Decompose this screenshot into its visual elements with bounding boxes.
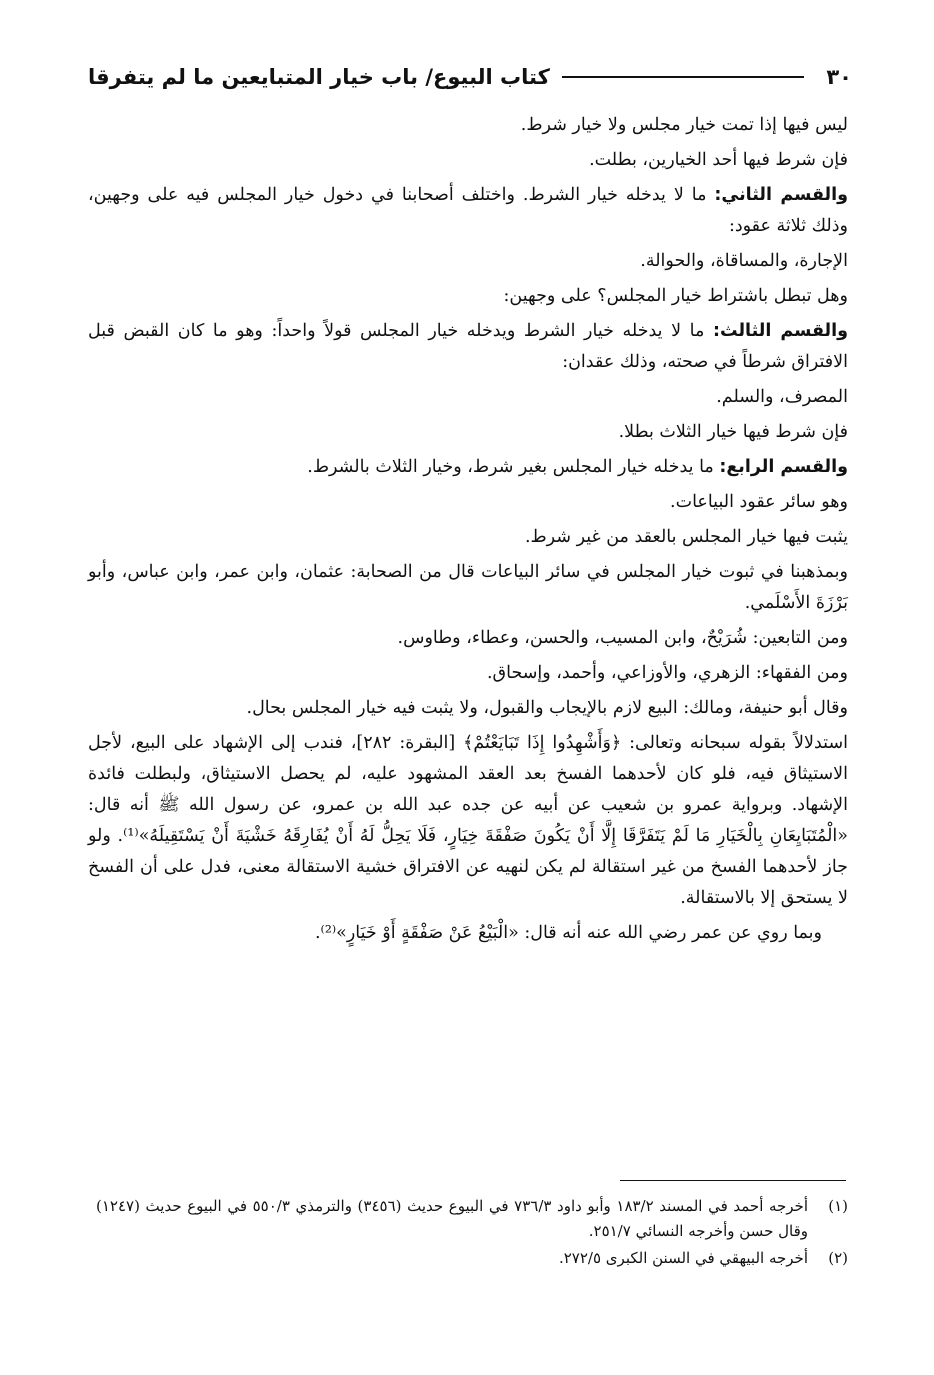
running-title: كتاب البيوع/ باب خيار المتبايعين ما لم يتفرقا [88,65,550,89]
paragraph: المصرف، والسلم. [716,387,848,407]
footnote-text: أخرجه أحمد في المسند ١٨٣/٢ وأبو داود ٧٣٦/٣ في البيوع حديث (٣٤٥٦) والترمذي ٥٥٠/٣ في البيوع حديث (١٢٤٧) وقال حسن وأخرجه النسائي ٢٥١/٧. [96,1197,808,1240]
paragraph: الإجارة، والمساقاة، والحوالة. [640,251,848,271]
header-rule [562,76,805,78]
paragraph: وقال أبو حنيفة، ومالك: البيع لازم بالإيجاب والقبول، ولا يثبت فيه خيار المجلس بحال. [246,698,848,718]
page-number: ٣٠ [826,65,852,89]
paragraph: والقسم الثالث: ما لا يدخله خيار الشرط ويدخله خيار المجلس قولاً واحداً: وهو ما كان القبض قبل الافتراق شرطاً في صحته، وذلك عقدان: [88,321,849,372]
footnote-number: (٢) [828,1249,848,1267]
paragraph: ومن التابعين: شُرَيْحٌ، وابن المسيب، والحسن، وعطاء، وطاوس. [397,628,848,648]
footnote-text: أخرجه البيهقي في السنن الكبرى ٢٧٢/٥. [558,1249,808,1267]
paragraph: يثبت فيها خيار المجلس بالعقد من غير شرط. [524,527,848,547]
footnote-separator [620,1180,846,1181]
paragraph: ليس فيها إذا تمت خيار مجلس ولا خيار شرط. [520,115,848,135]
footnote [96,1246,848,1271]
main-text [88,108,848,951]
footnote-number: (١) [828,1197,848,1215]
footnotes [96,1192,848,1273]
paragraph: استدلالاً بقوله سبحانه وتعالى: ﴿وَأَشْهِدُوا إِذَا تَبَايَعْتُمْ﴾ [البقرة: ٢٨٢]، فندب إلى الإشهاد على البيع، لأجل الاستيثاق فيه، فلو كان لأحدهما الفسخ بعد العقد المشهود عليه، لم يحصل الاستيثاق، ولبطلت فائدة الإشهاد. وبرواية عمرو بن شعيب عن أبيه عن جده عبد الله بن عمرو، عن رسول الله ﷺ أنه قال: «الْمُتَبَايِعَانِ بِالْخَيَارِ مَا لَمْ يَتَفَرَّقَا إِلَّا أَنْ يَكُونَ صَفْقَةَ خِيَارٍ، فَلَا يَحِلُّ لَهُ أَنْ يُفَارِقَهُ خَشْيَةَ أَنْ يَسْتَقِيلَهُ»⁽¹⁾. ولو جاز لأحدهما الفسخ من غير استقالة لم يكن لنهيه عن الافتراق خشية الاستقالة معنى، فدل على أن الفسخ لا يستحق إلا بالاستقالة. [88,733,848,908]
paragraph: والقسم الرابع: ما يدخله خيار المجلس بغير شرط، وخيار الثلاث بالشرط. [307,457,848,477]
running-header [88,60,852,94]
paragraph: وهل تبطل باشتراط خيار المجلس؟ على وجهين: [503,286,848,306]
paragraph: وبمذهبنا في ثبوت خيار المجلس في سائر البياعات قال من الصحابة: عثمان، وابن عمر، وابن عباس، وأبو بَرْزَةَ الأَسْلَمي. [88,562,848,613]
paragraph: ومن الفقهاء: الزهري، والأوزاعي، وأحمد، وإسحاق. [486,663,848,683]
paragraph: فإن شرط فيها أحد الخيارين، بطلت. [589,150,848,170]
paragraph: وهو سائر عقود البياعات. [670,492,848,512]
paragraph: والقسم الثاني: ما لا يدخله خيار الشرط. واختلف أصحابنا في دخول خيار المجلس فيه على وجهين، وذلك ثلاثة عقود: [88,185,848,236]
paragraph: وبما روي عن عمر رضي الله عنه أنه قال: «الْبَيْعُ عَنْ صَفْقَةٍ أَوْ خَيَارٍ»⁽²⁾. [314,923,822,943]
footnote [96,1194,848,1244]
paragraph: فإن شرط فيها خيار الثلاث بطلا. [618,422,848,442]
